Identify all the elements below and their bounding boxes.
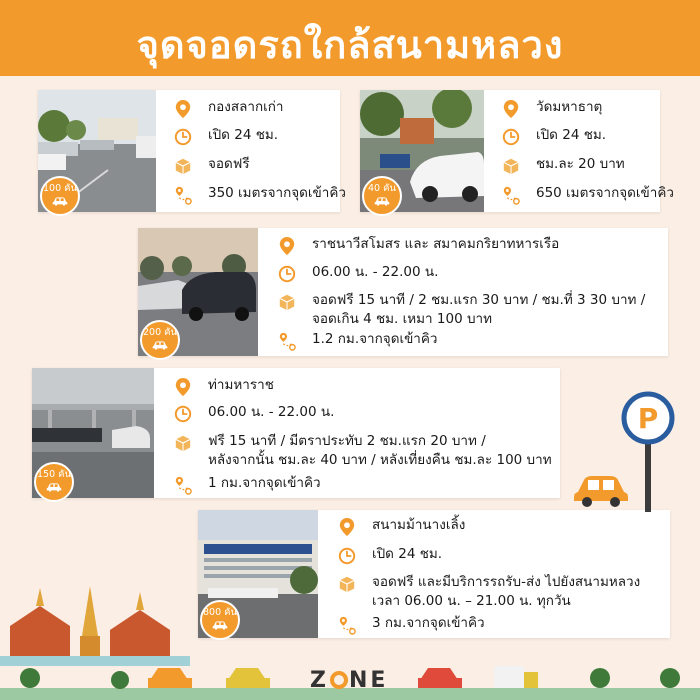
orange-car-illustration [572,472,630,512]
capacity-count: 100 คัน [42,183,77,194]
price-line: เวลา 06.00 น. – 21.00 น. ทุกวัน [372,593,571,609]
box-icon [336,573,358,595]
location-name: ท่ามหาราช [208,377,274,393]
distance: 1.2 กม.จากจุดเข้าคิว [312,331,438,347]
box-icon [172,155,194,177]
clock-icon [172,403,194,425]
parking-price [208,432,552,470]
capacity-badge [40,176,80,216]
parking-price [312,291,645,329]
distance: 350 เมตรจากจุดเข้าคิว [208,185,346,201]
opening-hours: 06.00 น. - 22.00 น. [312,264,439,280]
route-icon [500,184,522,206]
box-icon [172,432,194,454]
capacity-count: 40 คัน [368,183,396,194]
location-pin-icon [336,516,358,538]
capacity-badge [34,462,74,502]
route-icon [336,614,358,636]
clock-icon [500,126,522,148]
location-pin-icon [172,98,194,120]
location-pin-icon [276,235,298,257]
price-line: จอดฟรี 15 นาที / 2 ชม.แรก 30 บาท / ชม.ที่ 3 30 บาท / [312,292,646,308]
parking-price: จอดฟรี [208,156,250,172]
capacity-badge [140,320,180,360]
zone-logo [310,668,388,693]
car-icon [374,196,390,206]
route-icon [276,330,298,352]
location-name: กองสลากเก่า [208,99,284,115]
price-line: ฟรี 15 นาที / มีตราประทับ 2 ชม.แรก 20 บาท / [208,433,486,449]
route-icon [172,184,194,206]
car-icon [212,620,228,630]
car-icon [152,340,168,350]
car-icon [46,482,62,492]
clock-icon [172,126,194,148]
capacity-badge [362,176,402,216]
distance: 650 เมตรจากจุดเข้าคิว [536,185,674,201]
location-name: ราชนาวีสโมสร และ สมาคมกริยาทหารเรือ [312,236,560,252]
parking-price: ชม.ละ 20 บาท [536,156,625,172]
location-name: วัดมหาธาตุ [536,99,603,115]
car-icon [52,196,68,206]
logo-suffix: NE [348,668,389,693]
price-line: จอดเกิน 4 ชม. เหมา 100 บาท [312,311,493,327]
clock-icon [276,263,298,285]
clock-icon [336,545,358,567]
parking-sign-letter: P [637,402,659,435]
location-name: สนามม้านางเลิ้ง [372,517,466,533]
distance: 3 กม.จากจุดเข้าคิว [372,615,485,631]
location-pin-icon [172,376,194,398]
capacity-count: 150 คัน [36,469,71,480]
distance: 1 กม.จากจุดเข้าคิว [208,475,321,491]
opening-hours: เปิด 24 ชม. [208,127,279,143]
header-bar [0,0,700,76]
capacity-count: 200 คัน [142,327,177,338]
page-title: จุดจอดรถใกล้สนามหลวง [136,23,564,67]
price-line: จอดฟรี และมีบริการรถรับ-ส่ง ไปยังสนามหลวง [372,574,641,590]
price-line: หลังจากนั้น ชม.ละ 40 บาท / หลังเที่ยงคืน ชม.ละ 100 บาท [208,452,552,468]
route-icon [172,474,194,496]
opening-hours: 06.00 น. - 22.00 น. [208,404,335,420]
opening-hours: เปิด 24 ชม. [372,546,443,562]
box-icon [500,155,522,177]
opening-hours: เปิด 24 ชม. [536,127,607,143]
capacity-badge [200,600,240,640]
box-icon [276,291,298,313]
logo-prefix: Z [310,668,329,693]
parking-price [372,573,640,611]
logo-o-icon [330,671,348,689]
location-pin-icon [500,98,522,120]
capacity-count: 800 คัน [202,607,237,618]
